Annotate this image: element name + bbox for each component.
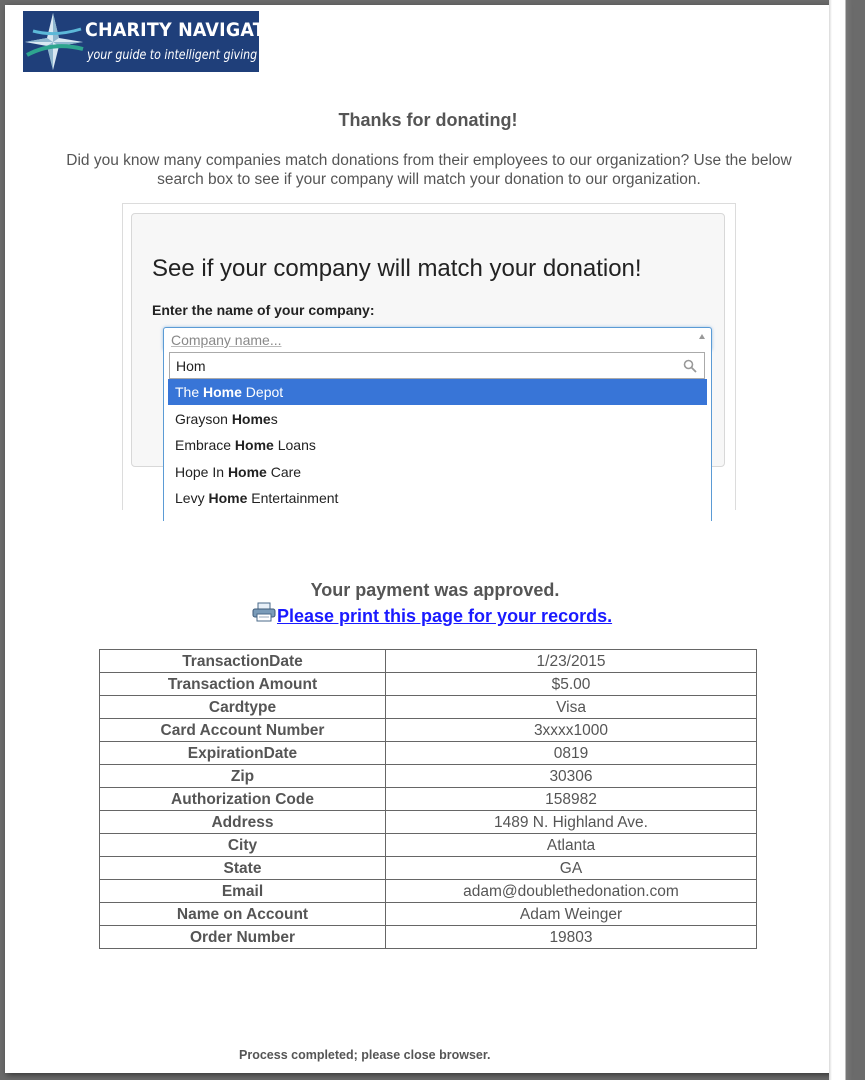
field-label: Order Number xyxy=(100,926,386,949)
table-row xyxy=(100,742,757,765)
table-row xyxy=(100,903,757,926)
chevron-up-icon[interactable] xyxy=(699,334,705,339)
table-row xyxy=(100,673,757,696)
result-text: Embrace xyxy=(175,437,235,453)
field-value: 3xxxx1000 xyxy=(386,719,757,742)
field-label: Card Account Number xyxy=(100,719,386,742)
result-match-highlight: Home xyxy=(203,384,242,400)
footer-status: Process completed; please close browser. xyxy=(239,1048,491,1062)
company-result-item[interactable] xyxy=(168,406,707,432)
company-name-label: Enter the name of your company: xyxy=(152,302,375,318)
result-match-highlight: Home xyxy=(227,463,267,480)
printer-icon[interactable] xyxy=(252,602,276,622)
logo-tagline: your guide to intelligent giving xyxy=(87,48,258,63)
table-row xyxy=(100,696,757,719)
field-value: 158982 xyxy=(386,788,757,811)
field-label: Zip xyxy=(100,765,386,788)
result-text: Hope In xyxy=(175,463,228,480)
field-value: Adam Weinger xyxy=(386,903,757,926)
table-row xyxy=(100,719,757,742)
table-row xyxy=(100,880,757,903)
table-row xyxy=(100,834,757,857)
table-row xyxy=(100,765,757,788)
page xyxy=(5,5,843,1073)
table-row xyxy=(100,811,757,834)
field-value: 0819 xyxy=(386,742,757,765)
table-row xyxy=(100,926,757,949)
company-search-value: Hom xyxy=(176,358,206,374)
result-text: Care xyxy=(266,463,302,480)
field-label: State xyxy=(100,857,386,880)
company-result-item[interactable] xyxy=(168,485,707,511)
field-label: Cardtype xyxy=(100,696,386,719)
payment-approved-heading: Your payment was approved. xyxy=(310,580,560,600)
result-match-highlight: Home xyxy=(234,437,274,453)
table-row xyxy=(100,857,757,880)
field-value: 1/23/2015 xyxy=(386,650,757,673)
field-label: Name on Account xyxy=(100,903,386,926)
field-label: TransactionDate xyxy=(100,650,386,673)
company-result-item[interactable] xyxy=(168,459,707,485)
table-row xyxy=(100,788,757,811)
field-label: Authorization Code xyxy=(100,788,386,811)
result-text: Depot xyxy=(241,384,284,400)
company-dropdown xyxy=(163,349,712,521)
charity-navigator-logo[interactable] xyxy=(23,11,294,72)
result-match-highlight: Home xyxy=(231,410,271,427)
result-text: The xyxy=(175,384,204,400)
field-label: City xyxy=(100,834,386,857)
intro-text: Did you know many companies match donations from their employees to our organization? Use the below search box to see if your company will match your donation to our organization. xyxy=(66,152,792,188)
result-text: Entertainment xyxy=(247,490,339,506)
company-result-item[interactable] xyxy=(168,379,707,405)
search-icon xyxy=(683,359,697,373)
compass-star-icon xyxy=(23,11,87,72)
company-search-input[interactable] xyxy=(169,352,705,379)
print-page-link[interactable]: Please print this page for your records. xyxy=(277,606,613,626)
thanks-heading: Thanks for donating! xyxy=(338,110,518,130)
field-label: Email xyxy=(100,880,386,903)
company-result-item[interactable] xyxy=(168,432,707,458)
table-row xyxy=(100,650,757,673)
matching-gift-widget xyxy=(122,203,736,510)
window-edge xyxy=(829,0,852,1080)
transaction-table xyxy=(99,649,757,949)
result-text: s xyxy=(270,410,278,427)
result-text: Grayson xyxy=(175,410,232,427)
field-value: $5.00 xyxy=(386,673,757,696)
widget-heading: See if your company will match your donation! xyxy=(152,255,642,282)
company-select[interactable] xyxy=(163,327,712,350)
logo-title: CHARITY NAVIGATOR xyxy=(85,19,294,41)
result-match-highlight: Home xyxy=(208,490,248,506)
field-label: Address xyxy=(100,811,386,834)
field-value: Visa xyxy=(386,696,757,719)
field-label: Transaction Amount xyxy=(100,673,386,696)
result-text: Levy xyxy=(175,490,209,506)
field-value: adam@doublethedonation.com xyxy=(386,880,757,903)
field-label: ExpirationDate xyxy=(100,742,386,765)
field-value: 30306 xyxy=(386,765,757,788)
result-text: Loans xyxy=(273,437,316,453)
field-value: 19803 xyxy=(386,926,757,949)
widget-panel xyxy=(131,213,725,506)
field-value: 1489 N. Highland Ave. xyxy=(386,811,757,834)
field-value: Atlanta xyxy=(386,834,757,857)
company-select-placeholder: Company name... xyxy=(171,332,282,348)
field-value: GA xyxy=(386,857,757,880)
